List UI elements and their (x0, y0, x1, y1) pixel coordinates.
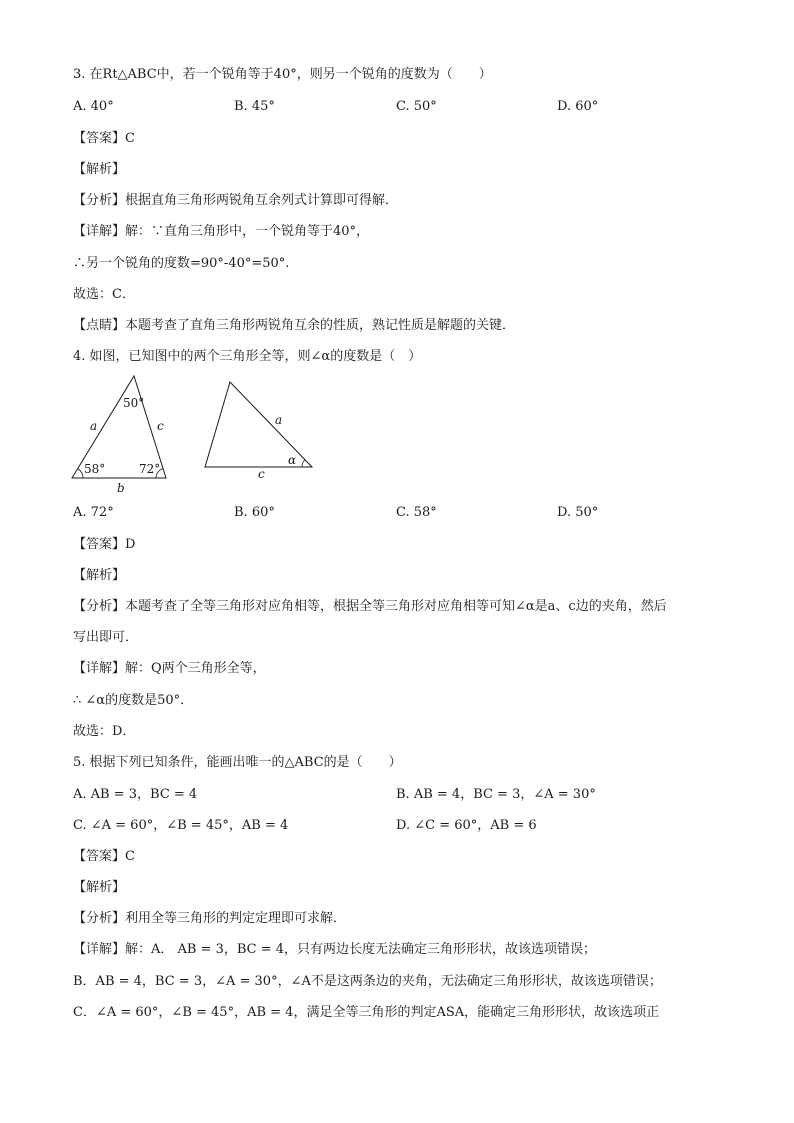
q5-option-a: A. AB = 3，BC = 4 (73, 787, 198, 802)
left-triangle-right-angle: 72° (139, 462, 161, 476)
q3-stem: 3. 在Rt△ABC中，若一个锐角等于40°，则另一个锐角的度数为（ ） (73, 67, 492, 82)
q5-stem: 5. 根据下列已知条件，能画出唯一的△ABC的是（ ） (73, 755, 402, 770)
left-triangle-side-a: a (90, 419, 98, 433)
right-triangle-side-a: a (275, 413, 283, 427)
q5-line-c: C．∠A = 60°，∠B = 45°，AB = 4，满足全等三角形的判定ASA，能确定三角形形状，故该选项正 (73, 1005, 660, 1020)
q4-fenxi-line-1: 【分析】本题考查了全等三角形对应角相等，根据全等三角形对应角相等可知∠α是a、c边的夹角，然后 (73, 599, 667, 614)
q4-guxuan: 故选：D． (73, 724, 136, 739)
left-triangle-figure (68, 372, 172, 494)
q3-step: ∴另一个锐角的度数=90°-40°=50°. (73, 256, 290, 271)
left-triangle-side-b: b (117, 481, 125, 494)
q4-option-d: D. 50° (557, 505, 599, 520)
q4-step: ∴ ∠α的度数是50°． (73, 693, 194, 708)
left-triangle-angle-arc-left (78, 469, 83, 478)
q4-fenxi-line-2: 写出即可． (73, 630, 139, 645)
q3-guxuan: 故选：C． (73, 287, 135, 302)
q3-fenxi: 【分析】根据直角三角形两锐角互余列式计算即可得解． (73, 193, 399, 208)
q3-option-a: A. 40° (73, 99, 114, 114)
q4-answer: 【答案】D (73, 537, 136, 552)
q4-option-a: A. 72° (73, 505, 114, 520)
q5-line-b: B．AB = 4，BC = 3，∠A = 30°，∠A不是这两条边的夹角，无法确定三角形形状，故该选项错误； (73, 974, 662, 989)
q4-stem: 4. 如图，已知图中的两个三角形全等，则∠α的度数是（ ） (73, 349, 422, 364)
q5-fenxi: 【分析】利用全等三角形的判定定理即可求解． (73, 911, 347, 926)
left-triangle-top-angle: 50° (123, 396, 145, 410)
q3-answer: 【答案】C (73, 131, 135, 146)
right-triangle-angle-alpha: α (288, 453, 297, 467)
right-triangle-side-c: c (258, 467, 265, 478)
q4-jiexi: 【解析】 (73, 568, 126, 583)
q3-dianjing: 【点睛】本题考查了直角三角形两锐角互余的性质，熟记性质是解题的关键． (73, 318, 516, 333)
q3-option-c: C. 50° (396, 99, 437, 114)
q3-option-b: B. 45° (234, 99, 275, 114)
q4-option-b: B. 60° (234, 505, 275, 520)
right-triangle-angle-arc (302, 460, 305, 467)
q5-xiangjie: 【详解】解：A． AB = 3，BC = 4，只有两边长度无法确定三角形形状，故该选项错误； (73, 942, 597, 957)
q5-option-d: D. ∠C = 60°，AB = 6 (396, 818, 537, 833)
right-triangle-figure (200, 378, 318, 478)
q5-option-b: B. AB = 4，BC = 3，∠A = 30° (396, 787, 596, 802)
q3-jiexi: 【解析】 (73, 162, 126, 177)
q4-option-c: C. 58° (396, 505, 437, 520)
q3-option-d: D. 60° (557, 99, 599, 114)
left-triangle-left-angle: 58° (84, 462, 106, 476)
q4-xiangjie: 【详解】解：Q两个三角形全等， (73, 661, 266, 676)
q5-jiexi: 【解析】 (73, 880, 126, 895)
q5-option-c: C. ∠A = 60°，∠B = 45°，AB = 4 (73, 818, 289, 833)
q3-xiangjie: 【详解】解：∵直角三角形中，一个锐角等于40°， (73, 224, 370, 239)
left-triangle-side-c: c (157, 419, 164, 433)
q5-answer: 【答案】C (73, 849, 135, 864)
